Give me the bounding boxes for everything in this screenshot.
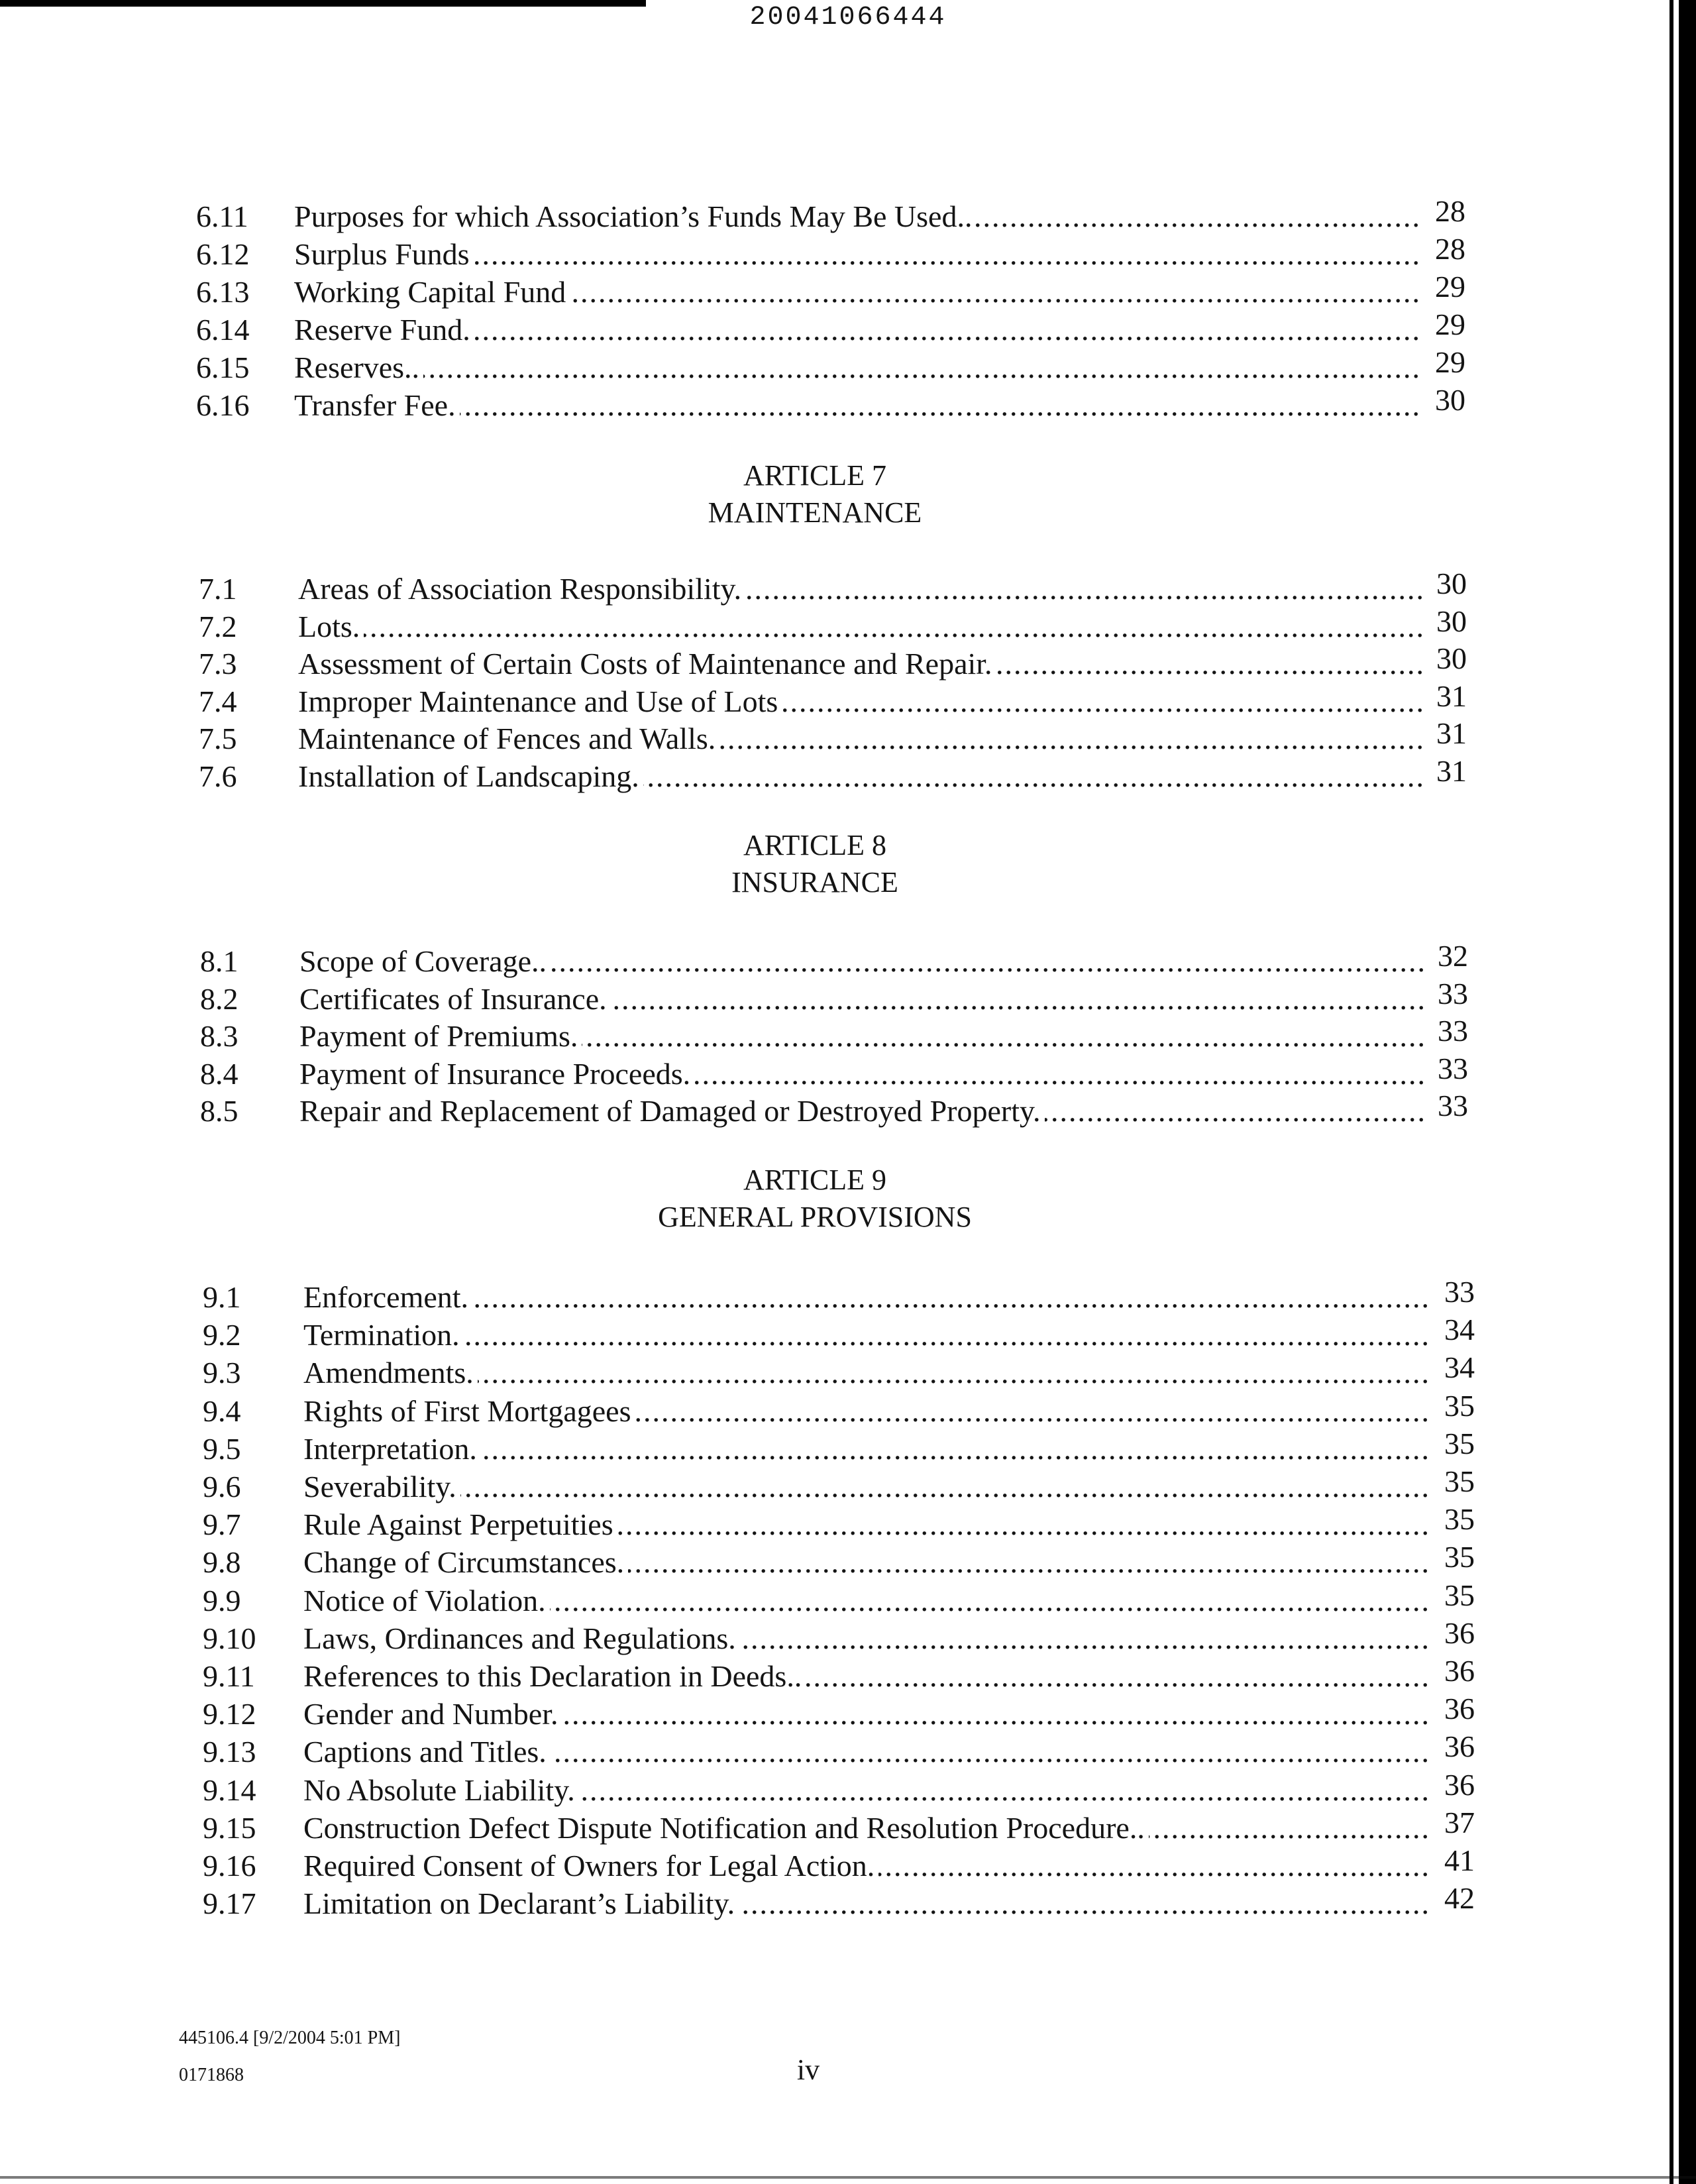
toc-entry	[0, 976, 1524, 1018]
toc-entry-title	[303, 1884, 1431, 1923]
toc-entry-title	[303, 1695, 1431, 1733]
toc-entry-page: 34	[1431, 1348, 1475, 1387]
toc-entry-number: 9.17	[203, 1886, 256, 1921]
toc-entry-page: 36	[1431, 1766, 1475, 1804]
toc-entry	[0, 1464, 1524, 1506]
toc-entry-page: 35	[1431, 1425, 1475, 1463]
toc-entry-title-text: Limitation on Declarant’s Liability.	[303, 1886, 739, 1920]
scan-border-right	[1679, 0, 1696, 2184]
toc-entry-title-text: Change of Circumstances.	[303, 1545, 628, 1579]
toc-entry-title-text: Severability.	[303, 1470, 460, 1503]
toc-entry-title-text: Enforcement.	[303, 1280, 472, 1314]
toc-entry-number: 8.3	[200, 1019, 238, 1053]
toc-entry-page: 35	[1431, 1538, 1475, 1576]
toc-entry-page: 30	[1423, 602, 1467, 641]
toc-entry	[0, 939, 1524, 981]
toc-entry-title	[303, 1505, 1431, 1544]
toc-entry-title	[303, 1543, 1431, 1582]
toc-entry-title	[299, 1055, 1424, 1093]
toc-entry-page: 31	[1423, 677, 1467, 716]
toc-entry	[0, 232, 1524, 274]
toc-entry-page: 31	[1423, 752, 1467, 791]
toc-entry	[0, 1502, 1524, 1544]
toc-entry	[0, 1692, 1524, 1733]
toc-entry	[0, 1654, 1524, 1696]
toc-entry-title	[294, 235, 1422, 274]
toc-entry	[0, 1767, 1524, 1810]
toc-entry-title	[298, 682, 1423, 721]
toc-entry-title-text: Improper Maintenance and Use of Lots	[298, 684, 782, 718]
toc-entry-title	[303, 1468, 1431, 1506]
toc-entry	[0, 1313, 1524, 1354]
toc-entry	[0, 1881, 1524, 1923]
toc-entry-number: 9.5	[203, 1431, 241, 1466]
toc-entry	[0, 307, 1524, 349]
article-title: MAINTENANCE	[708, 496, 922, 529]
toc-entry-page: 32	[1424, 937, 1468, 975]
toc-entry-number: 9.7	[203, 1507, 241, 1542]
toc-entry	[0, 1540, 1524, 1582]
toc-entry-page: 33	[1424, 1087, 1468, 1125]
toc-entry-number: 6.15	[196, 351, 250, 384]
toc-entry-page: 34	[1431, 1311, 1475, 1349]
toc-entry-page: 36	[1431, 1614, 1475, 1653]
toc-entry-page: 31	[1423, 714, 1467, 753]
toc-entry-number: 9.12	[203, 1697, 256, 1731]
toc-entry-title	[303, 1733, 1431, 1771]
toc-entry-title-text: Assessment of Certain Costs of Maintenance and Repair.	[298, 647, 996, 681]
toc-entry-title	[299, 1092, 1424, 1130]
toc-entry-title	[303, 1316, 1431, 1354]
toc-entry-title-text: Maintenance of Fences and Walls.	[298, 722, 719, 755]
toc-entry-page: 42	[1431, 1879, 1475, 1918]
toc-entry-number: 6.14	[196, 313, 250, 347]
toc-entry-title	[298, 720, 1423, 758]
toc-entry	[0, 641, 1524, 683]
toc-entry-title	[303, 1771, 1431, 1810]
toc-entry-title	[299, 942, 1424, 981]
toc-entry-title	[294, 273, 1422, 311]
toc-entry-title	[299, 980, 1424, 1018]
toc-entry-title	[303, 1657, 1431, 1696]
toc-entry-number: 8.1	[200, 944, 238, 978]
toc-entry-title-text: Lots.	[298, 610, 364, 643]
toc-entry	[0, 753, 1524, 796]
toc-entry-number: 6.16	[196, 388, 250, 422]
toc-entry	[0, 194, 1524, 236]
toc-entry-title	[303, 1809, 1431, 1847]
toc-entry-page: 33	[1424, 1050, 1468, 1088]
toc-entry	[0, 1615, 1524, 1658]
toc-entry-page: 35	[1431, 1576, 1475, 1615]
toc-entry-title	[294, 349, 1422, 387]
toc-entry	[0, 1350, 1524, 1392]
toc-entry-title	[303, 1847, 1431, 1885]
scan-border-right-inner	[1670, 0, 1673, 2184]
toc-entry-title-text: Repair and Replacement of Damaged or Destroyed Property.	[299, 1094, 1045, 1128]
toc-entry-number: 9.3	[203, 1356, 241, 1390]
toc-entry-title-text: Reserves..	[294, 351, 423, 384]
toc-entry-page: 35	[1431, 1500, 1475, 1539]
toc-entry	[0, 567, 1524, 608]
toc-entry-page: 29	[1422, 268, 1465, 306]
toc-entry-title-text: Termination.	[303, 1318, 464, 1352]
toc-entry-title	[303, 1392, 1431, 1431]
toc-entry-page: 30	[1423, 639, 1467, 678]
toc-entry-title-text: Laws, Ordinances and Regulations.	[303, 1621, 740, 1655]
toc-entry-number: 9.11	[203, 1659, 255, 1693]
toc-entry-page: 33	[1424, 975, 1468, 1013]
toc-entry-title-text: Rule Against Perpetuities	[303, 1507, 617, 1541]
toc-entry-title	[303, 1582, 1431, 1620]
toc-entry-title	[298, 608, 1423, 646]
toc-entry-title	[294, 311, 1422, 349]
toc-entry-title-text: Payment of Premiums.	[299, 1019, 582, 1053]
article-title: GENERAL PROVISIONS	[658, 1201, 972, 1233]
toc-entry-title-text: Transfer Fee.	[294, 388, 460, 422]
toc-entry-number: 8.5	[200, 1094, 238, 1128]
toc-entry-page: 30	[1422, 381, 1465, 419]
toc-entry	[0, 1843, 1524, 1885]
toc-entry-title-text: Areas of Association Responsibility.	[298, 572, 745, 606]
file-number: 0171868	[179, 2065, 244, 2085]
toc-entry-page: 37	[1431, 1804, 1475, 1842]
toc-entry	[0, 345, 1524, 387]
toc-entry-title	[294, 197, 1422, 236]
toc-entry-number: 8.4	[200, 1056, 238, 1091]
toc-entry-title	[298, 757, 1423, 796]
toc-entry-page: 41	[1431, 1841, 1475, 1880]
toc-entry-title-text: References to this Declaration in Deeds..	[303, 1659, 806, 1693]
toc-entry-title-text: Construction Defect Dispute Notification and Resolution Procedure..	[303, 1811, 1149, 1845]
toc-entry-number: 7.6	[199, 759, 237, 793]
toc-entry	[0, 1388, 1524, 1431]
toc-entry-title-text: Required Consent of Owners for Legal Action.	[303, 1849, 878, 1883]
toc-entry-page: 33	[1431, 1273, 1475, 1311]
toc-entry-number: 6.11	[196, 199, 248, 233]
toc-entry-title	[294, 386, 1422, 425]
toc-entry-title	[298, 570, 1423, 608]
toc-entry	[0, 1426, 1524, 1468]
toc-entry-title	[303, 1354, 1431, 1392]
toc-entry-title-text: Gender and Number.	[303, 1697, 562, 1731]
toc-entry-title-text: Notice of Violation.	[303, 1584, 550, 1617]
toc-entry	[0, 270, 1524, 311]
toc-entry-number: 7.2	[199, 609, 237, 643]
toc-entry-page: 30	[1423, 565, 1467, 603]
toc-entry	[0, 679, 1524, 721]
toc-entry-number: 6.13	[196, 275, 250, 309]
toc-entry-title-text: Rights of First Mortgagees	[303, 1394, 635, 1428]
toc-entry-title	[303, 1430, 1431, 1468]
toc-entry-title	[303, 1619, 1431, 1658]
toc-entry	[0, 1089, 1524, 1130]
toc-entry-title-text: No Absolute Liability.	[303, 1773, 579, 1807]
toc-entry-number: 9.10	[203, 1621, 256, 1655]
toc-entry	[0, 1275, 1524, 1317]
toc-entry-number: 9.16	[203, 1849, 256, 1883]
toc-entry-title-text: Certificates of Insurance.	[299, 982, 611, 1016]
toc-entry-number: 6.12	[196, 237, 250, 271]
toc-entry-title	[298, 645, 1423, 683]
toc-entry-title-text: Scope of Coverage..	[299, 944, 551, 978]
toc-entry-page: 36	[1431, 1690, 1475, 1728]
toc-entry-number: 9.2	[203, 1318, 241, 1352]
toc-entry-page: 29	[1422, 343, 1465, 382]
toc-entry	[0, 1578, 1524, 1620]
toc-entry-number: 9.8	[203, 1545, 241, 1580]
toc-entry-title	[303, 1278, 1431, 1317]
toc-entry-number: 7.1	[199, 572, 237, 606]
toc-entry-number: 7.4	[199, 684, 237, 718]
toc-entry-page: 35	[1431, 1387, 1475, 1425]
toc-entry-page: 28	[1422, 230, 1465, 268]
toc-entry-page: 33	[1424, 1012, 1468, 1050]
toc-entry-title-text: Payment of Insurance Proceeds.	[299, 1057, 694, 1091]
toc-entry-title-text: Surplus Funds	[294, 237, 474, 271]
toc-entry-page: 36	[1431, 1727, 1475, 1766]
article-number: ARTICLE 7	[743, 459, 887, 492]
toc-entry-number: 9.14	[203, 1773, 256, 1807]
toc-entry-page: 29	[1422, 305, 1465, 344]
page-number: iv	[796, 2053, 820, 2086]
toc-entry-page: 28	[1422, 192, 1465, 231]
toc-entry-page: 35	[1431, 1462, 1475, 1501]
toc-entry-title	[299, 1017, 1424, 1056]
toc-entry-title-text: Working Capital Fund	[294, 275, 570, 309]
toc-entry-number: 8.2	[200, 981, 238, 1016]
scan-border-bottom	[0, 2176, 1696, 2179]
toc-entry-number: 9.9	[203, 1583, 241, 1617]
toc-entry-title-text: Installation of Landscaping.	[298, 759, 643, 793]
toc-entry-number: 9.15	[203, 1810, 256, 1845]
toc-entry-title-text: Purposes for which Association’s Funds May Be Used..	[294, 199, 976, 233]
toc-entry	[0, 716, 1524, 758]
toc-entry-number: 7.5	[199, 722, 237, 755]
toc-entry-number: 7.3	[199, 647, 237, 681]
toc-entry-title-text: Interpretation.	[303, 1432, 481, 1466]
toc-entry-title-text: Captions and Titles.	[303, 1735, 551, 1769]
toc-entry-number: 9.1	[203, 1280, 241, 1314]
article-title: INSURANCE	[731, 866, 898, 899]
toc-entry-number: 9.4	[203, 1393, 241, 1428]
article-number: ARTICLE 9	[743, 1164, 887, 1196]
toc-entry	[0, 1805, 1524, 1847]
scan-number: 20041066444	[749, 3, 947, 32]
toc-entry-number: 9.6	[203, 1470, 241, 1503]
toc-entry	[0, 1051, 1524, 1093]
toc-entry-number: 9.13	[203, 1735, 256, 1769]
toc-entry-title-text: Amendments.	[303, 1356, 478, 1390]
toc-entry	[0, 383, 1524, 425]
document-id: 445106.4 [9/2/2004 5:01 PM]	[179, 2028, 401, 2048]
article-number: ARTICLE 8	[743, 829, 887, 861]
toc-entry-page: 36	[1431, 1652, 1475, 1690]
toc-entry	[0, 1014, 1524, 1056]
toc-entry-title-text: Reserve Fund.	[294, 313, 474, 347]
toc-entry	[0, 1729, 1524, 1771]
toc-entry	[0, 604, 1524, 646]
